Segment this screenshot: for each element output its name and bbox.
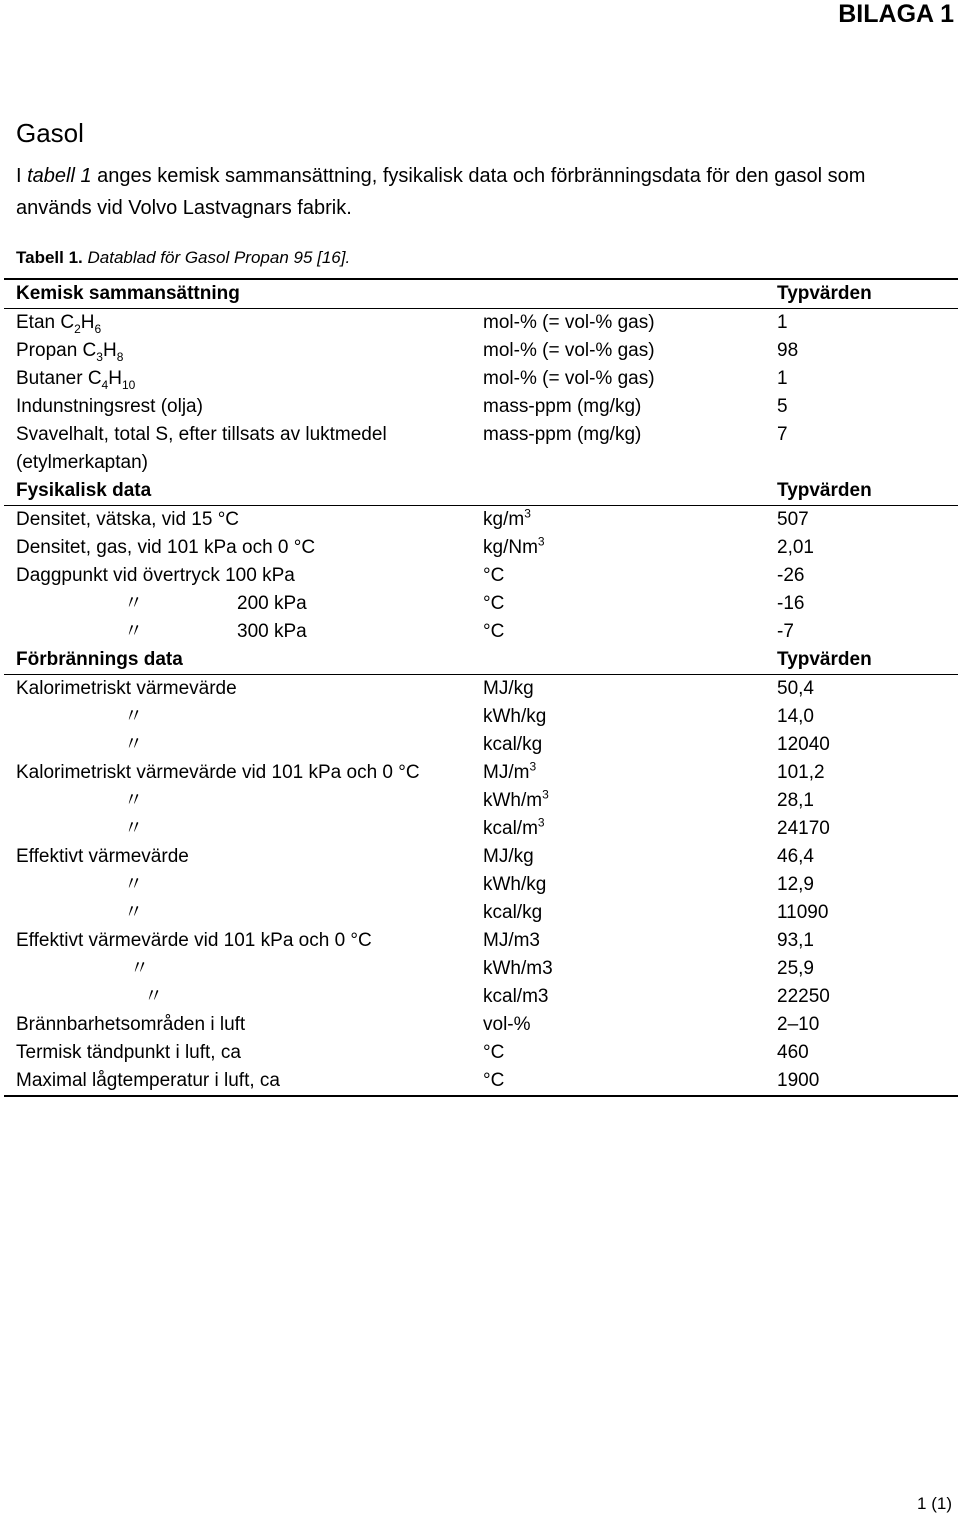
table-row [4,815,958,843]
row-label: Densitet, gas, vid 101 kPa och 0 °C [16,537,316,558]
table-row [4,393,958,421]
row-unit: MJ/kg [483,846,534,867]
row-label [16,815,466,843]
row-unit: kWh/kg [483,706,547,727]
row-value: 93,1 [777,930,814,951]
row-unit: °C [483,1042,505,1063]
intro-text-end: anges kemisk sammansättning, fysikalisk data och förbränningsdata för den gasol som används vid Volvo Lastvagnars fabrik. [16,165,866,219]
row-value: 98 [777,340,799,361]
table-row [4,955,958,983]
row-label [16,365,466,393]
table-row [4,309,958,337]
table-row [4,843,958,871]
page-title: Gasol [16,118,84,148]
row-label [16,787,466,815]
ditto-mark: 〃 [130,958,150,979]
row-label [16,983,466,1011]
row-unit [483,506,531,534]
table-row [4,787,958,815]
row-value: -7 [777,621,794,642]
row-unit: kWh/m3 [483,958,553,979]
row-unit: °C [483,1070,505,1091]
row-unit: kcal/kg [483,902,543,923]
ditto-mark: 〃 [124,902,144,923]
intro-paragraph [16,160,916,224]
section-header-kemisk [4,280,958,309]
row-label [16,703,466,731]
label-text: Etan C [16,312,75,333]
table-row [4,337,958,365]
row-unit: kcal/m3 [483,986,549,1007]
row-value: 11090 [777,902,829,923]
ditto-mark: 〃 [144,986,164,1007]
row-unit: °C [483,621,505,642]
ditto-mark: 〃 [124,790,144,811]
row-value: 1900 [777,1070,820,1091]
row-value: 460 [777,1042,809,1063]
row-label: Svavelhalt, total S, efter tillsats av luktmedel (etylmerkaptan) [16,424,387,473]
row-unit: MJ/m3 [483,930,540,951]
row-label: Effektivt värmevärde vid 101 kPa och 0 °C [16,930,372,951]
row-label: Kalorimetriskt värmevärde vid 101 kPa och 0 °C [16,762,420,783]
table-row [4,590,958,618]
row-unit: °C [483,565,505,586]
row-label: Daggpunkt vid övertryck 100 kPa [16,565,295,586]
label-text: H [80,312,95,333]
table-row [4,703,958,731]
row-unit [483,787,549,815]
table-row [4,927,958,955]
ditto-mark: 〃 [124,874,144,895]
label-text: Butaner C [16,368,102,389]
superscript: 3 [529,759,537,774]
label-text: H [102,340,117,361]
table-row [4,675,958,703]
row-value: 12,9 [777,874,814,895]
row-unit: °C [483,593,505,614]
row-label [16,309,466,337]
ditto-mark: 〃 [124,818,144,839]
row-value: 25,9 [777,958,814,979]
appendix-label: BILAGA 1 [838,0,954,28]
unit-text: kWh/m [483,790,543,811]
table-caption [16,248,350,268]
table-row [4,731,958,759]
table-row [4,1011,958,1039]
superscript: 3 [524,506,531,521]
intro-text-start: I [16,165,28,187]
subscript: 8 [116,349,124,364]
row-value: 101,2 [777,762,825,783]
row-value: 28,1 [777,790,814,811]
ditto-mark: 〃 [124,734,144,755]
row-label [16,871,466,899]
caption-text: Datablad för Gasol Propan 95 [16]. [82,248,351,267]
table-row [4,759,958,787]
caption-label: Tabell 1. [16,248,83,267]
unit-text: kg/m [483,509,525,530]
row-value: 507 [777,509,809,530]
row-label: Brännbarhetsområden i luft [16,1014,246,1035]
label-text: 200 kPa [237,593,307,614]
table-row [4,365,958,393]
row-unit: kWh/kg [483,874,547,895]
table-row [4,506,958,534]
row-value: 7 [777,424,788,445]
value-column-header: Typvärden [777,649,872,670]
row-label: Termisk tändpunkt i luft, ca [16,1042,241,1063]
section-header-fysikalisk [4,477,958,506]
label-text: 300 kPa [237,621,307,642]
table-row [4,983,958,1011]
row-label: Maximal lågtemperatur i luft, ca [16,1070,280,1091]
section-title: Förbrännings data [16,649,183,670]
table-row [4,1067,958,1097]
superscript: 3 [542,787,549,802]
row-unit [483,534,545,562]
row-value: 22250 [777,986,830,1007]
row-label [16,337,466,365]
ditto-mark: 〃 [124,621,144,642]
ditto-mark: 〃 [124,593,144,614]
subscript: 2 [74,321,81,336]
row-unit [483,815,545,843]
row-value: -26 [777,565,805,586]
label-text: H [108,368,122,389]
table-row [4,1039,958,1067]
page-number: 1 (1) [917,1494,952,1513]
row-unit: mol-% (= vol-% gas) [483,340,655,361]
unit-text: kcal/m [483,818,538,839]
table-row [4,871,958,899]
row-label [16,899,466,927]
table-row [4,421,958,477]
value-column-header: Typvärden [777,283,872,304]
data-table [4,278,958,1097]
row-value: 24170 [777,818,830,839]
unit-text: MJ/m [483,762,530,783]
row-unit: kcal/kg [483,734,543,755]
row-value: 12040 [777,734,830,755]
row-unit [483,759,536,787]
table-row [4,618,958,646]
subscript: 3 [96,349,103,364]
row-value: 1 [777,312,788,333]
row-label: Kalorimetriskt värmevärde [16,678,237,699]
row-value: 46,4 [777,846,814,867]
subscript: 10 [121,377,136,392]
superscript: 3 [537,815,545,830]
row-unit: vol-% [483,1014,531,1035]
row-unit: mass-ppm (mg/kg) [483,396,642,417]
table-row [4,534,958,562]
subscript: 6 [94,321,102,336]
row-label [16,955,466,983]
row-value: 2,01 [777,537,814,558]
row-value: -16 [777,593,805,614]
section-title: Fysikalisk data [16,480,152,501]
row-unit: mol-% (= vol-% gas) [483,368,655,389]
row-unit: MJ/kg [483,678,534,699]
row-unit: mol-% (= vol-% gas) [483,312,655,333]
row-label: Densitet, vätska, vid 15 °C [16,509,240,530]
table-row [4,899,958,927]
row-value: 5 [777,396,788,417]
section-header-forbranning [4,646,958,675]
ditto-mark: 〃 [124,706,144,727]
row-unit: mass-ppm (mg/kg) [483,424,642,445]
row-label [16,590,466,618]
row-value: 1 [777,368,788,389]
row-label [16,731,466,759]
subscript: 4 [101,377,109,392]
row-label: Indunstningsrest (olja) [16,396,203,417]
row-label [16,618,466,646]
unit-text: kg/Nm [483,537,538,558]
row-value: 2–10 [777,1014,820,1035]
row-value: 50,4 [777,678,814,699]
section-title: Kemisk sammansättning [16,283,240,304]
label-text: Propan C [16,340,97,361]
table-row [4,562,958,590]
table-reference: tabell 1 [27,165,92,187]
value-column-header: Typvärden [777,480,872,501]
superscript: 3 [537,534,545,549]
row-value: 14,0 [777,706,814,727]
row-label: Effektivt värmevärde [16,846,189,867]
